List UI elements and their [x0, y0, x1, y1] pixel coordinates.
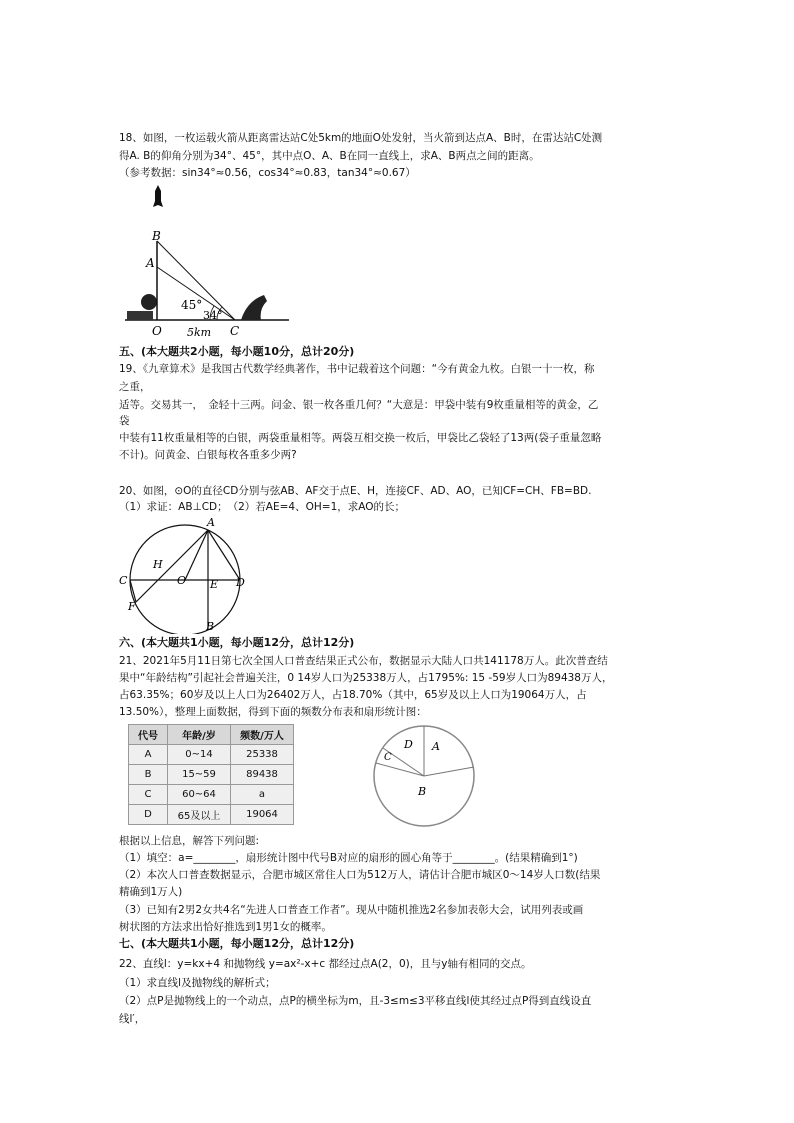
table-cell: 15~59 [168, 765, 231, 785]
pie-label-C: C [384, 752, 392, 763]
q19-line-2: 之重， [119, 381, 151, 393]
circle-geometry-figure [115, 514, 255, 634]
angle-45-label: 45° [181, 298, 203, 312]
pie-label-D: D [404, 738, 413, 751]
table-row [129, 785, 294, 805]
pie-chart-figure [370, 722, 480, 834]
table-header: 代号 [129, 725, 168, 745]
q21-line-9: （3）已知有2男2女共4名“先进人口普查工作者”。现从中随机推选2名参加表彰大会，试用列表或画 [119, 904, 584, 916]
q20-line-1: 20、如图，⊙O的直径CD分别与弦AB、AF交于点E、H，连接CF、AD、AO，已知CF=CH、FB=BD. [119, 485, 592, 497]
table-header-row [129, 725, 294, 745]
table-cell: 89438 [231, 765, 294, 785]
q19-line-6: 不计)。问黄金、白银每枚各重多少两? [119, 449, 297, 461]
table-cell: 60~64 [168, 785, 231, 805]
pie-label-B: B [418, 785, 427, 798]
q19-line-1: 19、《九章算术》是我国古代数学经典著作，书中记载着这个问题：“今有黄金九枚。白银一十一枚，称 [119, 363, 595, 375]
table-cell: 65及以上 [168, 805, 231, 825]
label-C: C [119, 574, 128, 587]
launch-tower-icon [141, 294, 157, 310]
table-cell: D [129, 805, 168, 825]
q21-line-3: 占63.35%；60岁及以上人口为26402万人，占18.70%（其中，65岁及以上人口为19064万人，占 [119, 689, 587, 701]
table-cell: 19064 [231, 805, 294, 825]
q19-line-5: 中装有11枚重量相等的白银，两袋重量相等。两袋互相交换一枚后，甲袋比乙袋轻了13两(袋子重量忽略 [119, 432, 602, 444]
q20-line-2: （1）求证：AB⊥CD； （2）若AE=4、OH=1，求AO的长； [119, 501, 406, 513]
label-A: A [207, 516, 215, 529]
q18-line-3: （参考数据：sin34°≈0.56，cos34°≈0.83，tan34°≈0.67） [119, 167, 416, 179]
label-O: O [177, 574, 187, 587]
q21-line-2: 果中“年龄结构”引起社会普遍关注，0 14岁人口为25338万人，占1795%: 15 -59岁人口为89438万人， [119, 672, 613, 684]
table-cell: 25338 [231, 745, 294, 765]
table-row [129, 745, 294, 765]
q22-line-1: 22、直线l：y=kx+4 和抛物线 y=ax²-x+c 都经过点A(2，0)，且与y轴有相同的交点。 [119, 958, 532, 970]
table-cell: B [129, 765, 168, 785]
q18-line-1: 18、如图，一枚运载火箭从距离雷达站C处5km的地面O处发射，当火箭到达点A、B时，在雷达站C处测 [119, 132, 603, 144]
q21-line-4: 13.50%），整理上面数据，得到下面的频数分布表和扇形统计图： [119, 706, 427, 718]
q19-line-4: 袋 [119, 415, 130, 427]
label-B: B [206, 620, 215, 633]
label-A: A [146, 256, 155, 270]
q21-line-5: 根据以上信息，解答下列问题: [119, 835, 260, 847]
q18-line-2: 得A. B的仰角分别为34°、45°，其中点O、A、B在同一直线上，求A、B两点之间的距离。 [119, 150, 540, 162]
section-5-title: 五、(本大题共2小题，每小题10分，总计20分) [119, 345, 355, 358]
label-F: F [128, 600, 136, 613]
table-cell: a [231, 785, 294, 805]
pie-label-A: A [432, 740, 440, 753]
q21-line-6: （1）填空：a=________，扇形统计图中代号B对应的扇形的圆心角等于________。(结果精确到1°) [119, 852, 578, 864]
label-B: B [152, 229, 161, 243]
q22-line-4: 线l′， [119, 1013, 146, 1025]
table-row [129, 765, 294, 785]
table-header: 年龄/岁 [168, 725, 231, 745]
rocket-radar-figure [119, 183, 299, 341]
label-O: O [152, 324, 162, 338]
q21-line-10: 树状图的方法求出恰好推选到1男1女的概率。 [119, 921, 332, 933]
angle-34-label: 34° [203, 309, 223, 322]
q19-line-3: 适等。交易其一， 金轻十三两。问金、银一枚各重几何？“大意是：甲袋中装有9枚重量相等的黄金，乙 [119, 399, 599, 411]
label-D: D [236, 576, 245, 589]
radar-icon [241, 295, 267, 320]
label-H: H [153, 558, 163, 571]
q22-line-2: （1）求直线l及抛物线的解析式； [119, 977, 276, 989]
distance-label: 5km [187, 326, 212, 339]
rocket-icon [153, 185, 163, 207]
q21-line-7: （2）本次人口普查数据显示，合肥市城区常住人口为512万人，请估计合肥市城区0～14岁人口数(结果 [119, 869, 601, 881]
section-7-title: 七、(本大题共1小题，每小题12分，总计12分) [119, 937, 355, 950]
table-cell: A [129, 745, 168, 765]
table-header: 频数/万人 [231, 725, 294, 745]
frequency-table [128, 724, 294, 825]
table-cell: 0~14 [168, 745, 231, 765]
label-C: C [230, 324, 240, 338]
q22-line-3: （2）点P是抛物线上的一个动点，点P的横坐标为m，且-3≤m≤3平移直线l使其经过点P得到直线设直 [119, 995, 592, 1007]
q21-line-1: 21、2021年5月11日第七次全国人口普查结果正式公布，数据显示大陆人口共141178万人。此次普查结 [119, 655, 608, 667]
q21-line-8: 精确到1万人) [119, 886, 183, 898]
section-6-title: 六、(本大题共1小题，每小题12分，总计12分) [119, 636, 355, 649]
table-cell: C [129, 785, 168, 805]
table-row [129, 805, 294, 825]
label-E: E [210, 578, 219, 591]
